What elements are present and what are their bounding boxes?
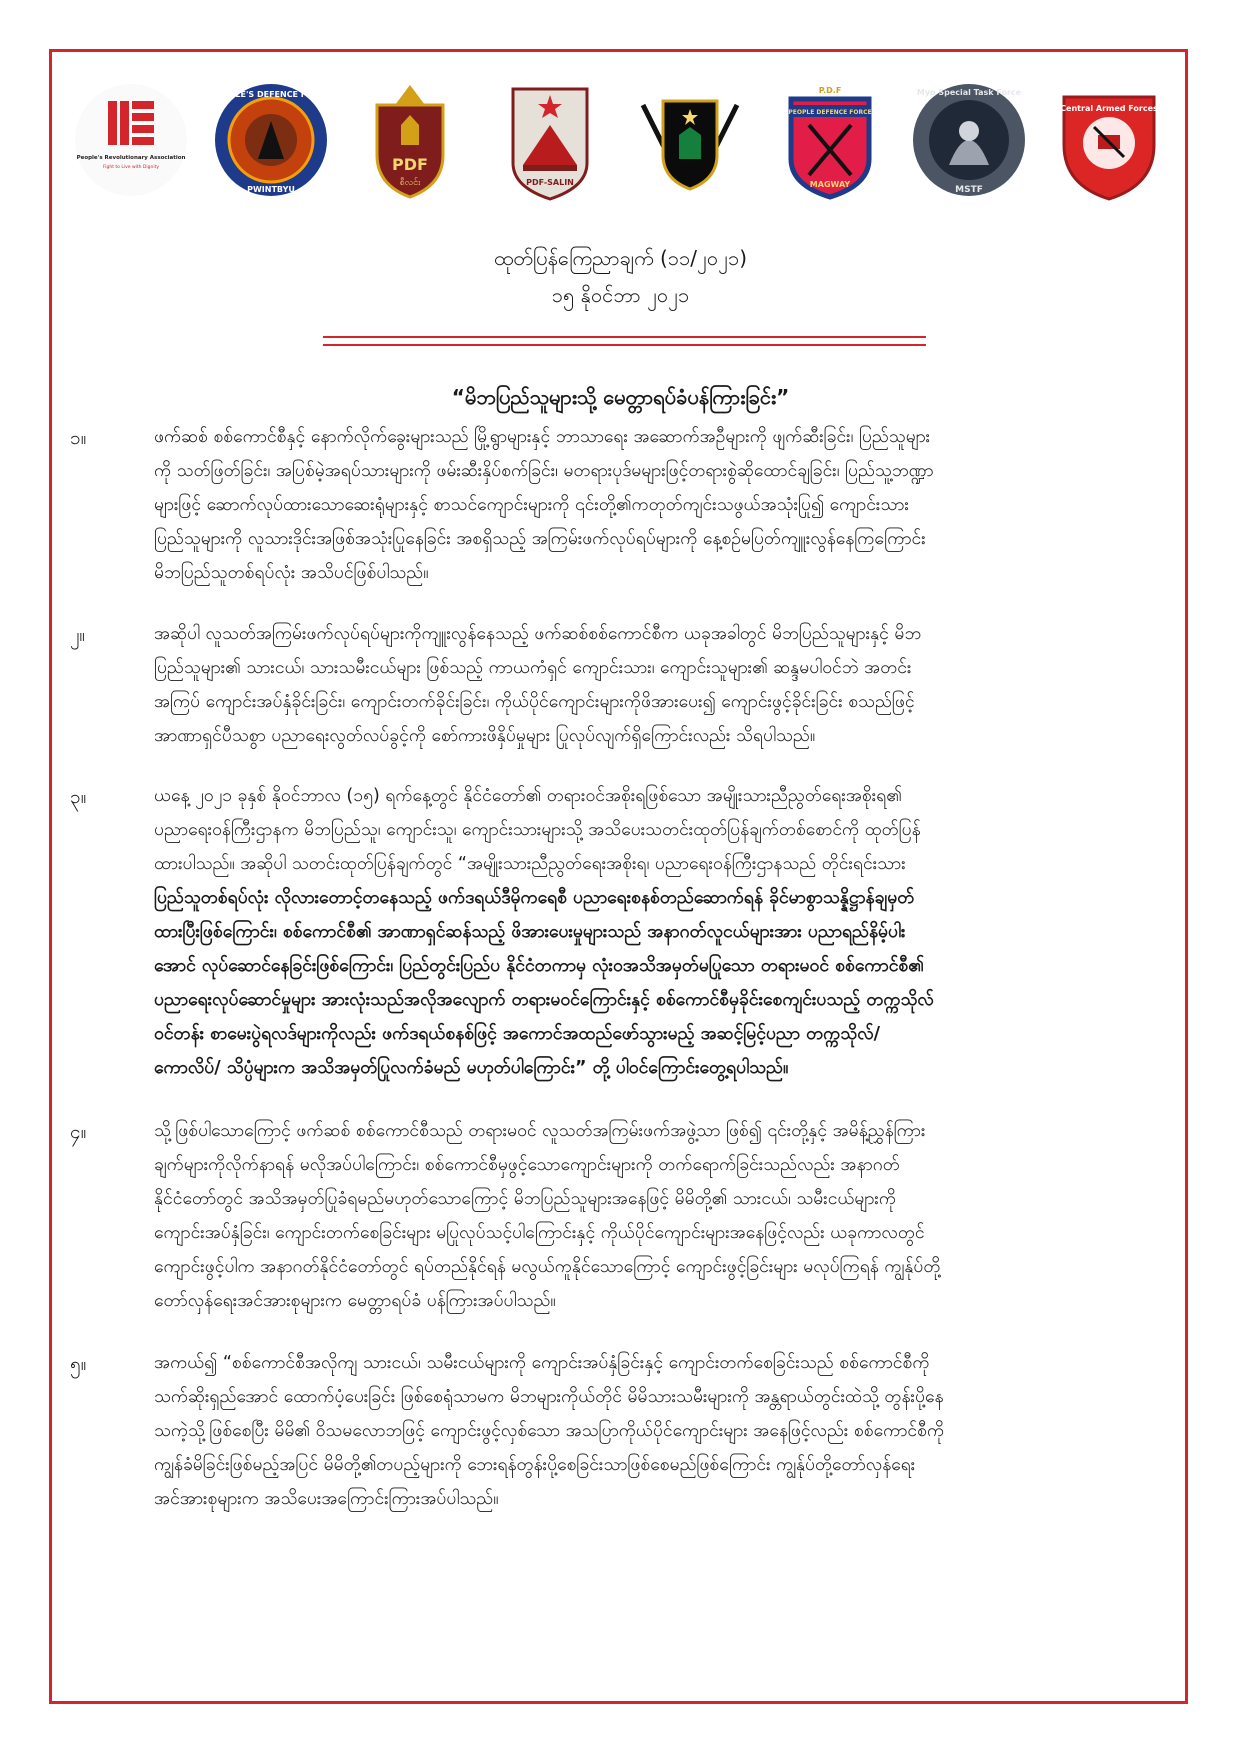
paragraph-line: အဆိုပါ လူသတ်အကြမ်းဖက်လုပ်ရပ်များကိုကျူးလွန်နေသည့် ဖက်ဆစ်စစ်ကောင်စီက ယခုအခါတွင် မိဘပြည်သူများနှင့် မိဘ bbox=[154, 624, 922, 644]
paragraph-line: ပြည်သူများကို လူသားဒိုင်းအဖြစ်အသုံးပြုနေခြင်း အစရှိသည့် အကြမ်းဖက်လုပ်ရပ်များကို နေ့စဉ်မပြတ်ကျူးလွန်နေကြကြောင်း bbox=[154, 529, 926, 549]
pdf-logo bbox=[349, 75, 471, 205]
paragraph-line: ချက်များကိုလိုက်နာရန် မလိုအပ်ပါကြောင်း၊ စစ်ကောင်စီမှဖွင့်သောကျောင်းများကို တက်ရောက်ခြင်းသည်လည်း အနာဂတ် bbox=[154, 1155, 900, 1175]
statement-date: ၁၅ နိုဝင်ဘာ ၂၀၂၁ bbox=[551, 283, 690, 307]
header-divider-bottom bbox=[323, 344, 926, 346]
pra-tagline-text: Fight to Live with Dignity bbox=[102, 165, 160, 170]
mstf-ring-text: Myo Special Task Force bbox=[917, 88, 1022, 97]
paragraph-line: အောင် လုပ်ဆောင်နေခြင်းဖြစ်ကြောင်း၊ ပြည်တွင်းပြည်ပ နိုင်ငံတကာမှ လုံးဝအသိအမှတ်မပြုသော တရားမဝင် စစ်ကောင်စီ၏ bbox=[154, 956, 924, 976]
pdf-magway-logo bbox=[769, 75, 891, 205]
pdf-salin-logo bbox=[489, 75, 611, 205]
peoples-revolutionary-association-logo bbox=[70, 75, 192, 205]
paragraph-text bbox=[154, 779, 1164, 1085]
paragraph-number: ၂။ bbox=[70, 624, 86, 646]
paragraph-line: ကျွန်ခံမိခြင်းဖြစ်မည့်အပြင် မိမိတို့၏တပည့်များကို ဘေးရန်တွန်းပို့စေခြင်းသာဖြစ်စေမည်ဖြစ်ကြောင်း ကျွန်ုပ်တို့တော်လှန်ရေး bbox=[154, 1455, 916, 1475]
paragraph-line: ကျောင်းဖွင့်ပါက အနာဂတ်နိုင်ငံတော်တွင် ရပ်တည်နိုင်ရန် မလွယ်ကူနိုင်သောကြောင့် ကျောင်းဖွင့်ခြင်းများ မလုပ်ကြရန် ကျွန်ုပ်တို့ bbox=[154, 1257, 941, 1277]
paragraph-line: အင်အားစုများက အသိပေးအကြောင်းကြားအပ်ပါသည်။ bbox=[154, 1489, 499, 1509]
paragraph-line: သက်ဆိုးရှည်အောင် ထောက်ပံ့ပေးခြင်း ဖြစ်စေရုံသာမက မိဘများကိုယ်တိုင် မိမိသားသမီးများကို အန္တရာယ်တွင်းထဲသို့ တွန်းပို့နေ bbox=[154, 1387, 944, 1407]
header-divider-top bbox=[323, 336, 926, 338]
paragraph-line: ပြည်သူများ၏ သားငယ်၊ သားသမီးငယ်များ ဖြစ်သည့် ကာယကံရှင် ကျောင်းသား၊ ကျောင်းသူများ၏ ဆန္ဒမပါဝင်ဘဲ အတင်း bbox=[154, 658, 912, 678]
caf-ring-text: Central Armed Forces bbox=[1060, 104, 1158, 113]
statement-number: ထုတ်ပြန်ကြေညာချက် (၁၁/၂၀၂၁) bbox=[494, 246, 747, 270]
logo-row bbox=[70, 70, 1170, 210]
paragraph-line: ပညာရေးဝန်ကြီးဌာနက မိဘပြည်သူ၊ ကျောင်းသူ၊ ကျောင်းသားများသို့ အသိပေးသတင်းထုတ်ပြန်ချက်တစ်စောင်ကို ထုတ်ပြန် bbox=[154, 820, 921, 840]
paragraph-line: များဖြင့် ဆောက်လုပ်ထားသောဆေးရုံများနှင့် စာသင်ကျောင်းများကို ၎င်းတို့၏ကတုတ်ကျင်းသဖွယ်အသုံးပြု၍ ကျောင်းသား bbox=[154, 495, 909, 515]
paragraph-line: ယနေ့ ၂၀၂၁ ခုနှစ် နိုဝင်ဘာလ (၁၅) ရက်နေ့တွင် နိုင်ငံတော်၏ တရားဝင်အစိုးရဖြစ်သော အမျိုးသားညီညွတ်ရေးအစိုးရ၏ bbox=[154, 786, 902, 806]
paragraph-line: အကယ်၍ “စစ်ကောင်စီအလိုကျ သားငယ်၊ သမီးငယ်များကို ကျောင်းအပ်နှံခြင်းနှင့် ကျောင်းတက်စေခြင်းသည် စစ်ကောင်စီကို bbox=[154, 1353, 930, 1373]
pdf-salin-label-text: PDF-SALIN bbox=[526, 178, 574, 187]
mstf-bottom-text: MSTF bbox=[955, 185, 984, 195]
pdf-magway-top-text: P.D.F bbox=[818, 86, 841, 95]
paragraph-line: ကျောင်းအပ်နှံခြင်း၊ ကျောင်းတက်စေခြင်းများ မပြုလုပ်သင့်ပါကြောင်းနှင့် ကိုယ်ပိုင်ကျောင်းများအနေဖြင့်လည်း ယခုကာလတွင် bbox=[154, 1223, 925, 1243]
paragraph-line: ဖက်ဆစ် စစ်ကောင်စီနှင့် နောက်လိုက်ခွေးများသည် မြို့ရွာများနှင့် ဘာသာရေး အဆောက်အဦများကို ဖျက်ဆီးခြင်း၊ ပြည်သူများ bbox=[154, 427, 931, 447]
paragraph-line: သို့ဖြစ်ပါသောကြောင့် ဖက်ဆစ် စစ်ကောင်စီသည် တရားမဝင် လူသတ်အကြမ်းဖက်အဖွဲ့သာ ဖြစ်၍ ၎င်းတို့နှင့် အမိန့်ညွှန်ကြား bbox=[154, 1121, 926, 1141]
pdf-pwintbyu-ring-text: PEOPLE'S DEFENCE FORCE bbox=[211, 90, 331, 99]
paragraph-text bbox=[154, 1346, 1164, 1516]
paragraph-number: ၄။ bbox=[70, 1121, 87, 1143]
paragraph-line: ကို သတ်ဖြတ်ခြင်း၊ အပြစ်မဲ့အရပ်သားများကို ဖမ်းဆီးနှိပ်စက်ခြင်း၊ မတရားပုဒ်မများဖြင့်တရားစွဲဆိုထောင်ချခြင်း၊ ပြည်သူ့ဘဏ္ဍာ bbox=[154, 461, 934, 481]
paragraph-number: ၁။ bbox=[70, 427, 87, 449]
paragraph-number: ၃။ bbox=[70, 786, 87, 808]
paragraph-line: သကဲ့သို့ဖြစ်စေပြီး မိမိ၏ ဝိသမလောဘဖြင့် ကျောင်းဖွင့်လှစ်သော အသပြာကိုယ်ပိုင်ကျောင်းများ အနေဖြင့်လည်း စစ်ကောင်စီကို bbox=[154, 1421, 945, 1441]
paragraph-line: ထားပါသည်။ အဆိုပါ သတင်းထုတ်ပြန်ချက်တွင် “အမျိုးသားညီညွတ်ရေးအစိုးရ၊ ပညာရေးဝန်ကြီးဌာနသည် တိုင်းရင်းသား bbox=[154, 854, 906, 874]
paragraph-number: ၅။ bbox=[70, 1353, 87, 1375]
pdf-pwintbyu-bottom-text: PWINTBYU bbox=[246, 185, 295, 194]
paragraph-line: ထားပြီးဖြစ်ကြောင်း၊ စစ်ကောင်စီ၏ အာဏာရှင်ဆန်သည့် ဖိအားပေးမှုများသည် အနာဂတ်လူငယ်များအား ပညာရည်နိမ့်ပါး bbox=[154, 922, 906, 942]
paragraph-line: အာဏာရှင်ပီသစွာ ပညာရေးလွတ်လပ်ခွင့်ကို စော်ကားဖိနှိပ်မှုများ ပြုလုပ်လျက်ရှိကြောင်းလည်း သိရပါသည်။ bbox=[154, 726, 816, 746]
paragraph-line: မိဘပြည်သူတစ်ရပ်လုံး အသိပင်ဖြစ်ပါသည်။ bbox=[154, 563, 429, 583]
paragraph-line: ဝင်တန်း စာမေးပွဲရလဒ်များကိုလည်း ဖက်ဒရယ်စနစ်ဖြင့် အကောင်အထည်ဖော်သွားမည့် အဆင့်မြင့်ပညာ တက္ကသိုလ်/ bbox=[154, 1024, 881, 1044]
paragraph-text bbox=[154, 617, 1164, 753]
myo-special-task-force-logo bbox=[908, 75, 1030, 205]
statement-title: “မိဘပြည်သူများသို့ မေတ္တာရပ်ခံပန်ကြားခြင်း” bbox=[451, 385, 790, 409]
central-armed-forces-logo bbox=[1048, 75, 1170, 205]
paragraph-text bbox=[154, 420, 1164, 590]
pdf-magway-ribbon-text: PEOPLE DEFENCE FORCE bbox=[787, 109, 872, 116]
pra-name-text: People's Revolutionary Association bbox=[76, 155, 186, 161]
paragraph-line: နိုင်ငံတော်တွင် အသိအမှတ်ပြုခံရမည်မဟုတ်သောကြောင့် မိဘပြည်သူများအနေဖြင့် မိမိတို့၏ သားငယ်၊ သမီးငယ်များကို bbox=[154, 1189, 896, 1209]
shield-guns-logo bbox=[629, 75, 751, 205]
paragraph-line: တော်လှန်ရေးအင်အားစုများက မေတ္တာရပ်ခံ ပန်ကြားအပ်ပါသည်။ bbox=[154, 1291, 556, 1311]
pdf-sub-text: စီလင်း bbox=[400, 178, 421, 188]
paragraph-line: ပြည်သူတစ်ရပ်လုံး လိုလားတောင့်တနေသည့် ဖက်ဒရယ်ဒီမိုကရေစီ ပညာရေးစနစ်တည်ဆောက်ရန် ခိုင်မာစွာသန္နိဋ္ဌာန်ချမှတ် bbox=[154, 888, 915, 908]
paragraph-line: အကြပ် ကျောင်းအပ်နှံခိုင်းခြင်း၊ ကျောင်းတက်ခိုင်းခြင်း၊ ကိုယ်ပိုင်ကျောင်းများကိုဖိအားပေး၍ ကျောင်းဖွင့်ခိုင်းခြင်း စသည်ဖြင့် bbox=[154, 692, 915, 712]
paragraph-line: ပညာရေးလုပ်ဆောင်မှုများ အားလုံးသည်အလိုအလျောက် တရားမဝင်ကြောင်းနှင့် စစ်ကောင်စီမှခိုင်းစေကျင်းပသည့် တက္ကသိုလ် bbox=[154, 990, 934, 1010]
paragraph-text bbox=[154, 1114, 1164, 1318]
pdf-label-text: PDF bbox=[392, 155, 429, 174]
pdf-magway-bottom-text: MAGWAY bbox=[809, 180, 850, 189]
paragraph-line: ကောလိပ်/ သိပ္ပံများက အသိအမှတ်ပြုလက်ခံမည် မဟုတ်ပါကြောင်း” တို့ ပါဝင်ကြောင်းတွေ့ရပါသည်။ bbox=[154, 1058, 789, 1078]
peoples-defence-force-pwintbyu-logo bbox=[210, 75, 332, 205]
